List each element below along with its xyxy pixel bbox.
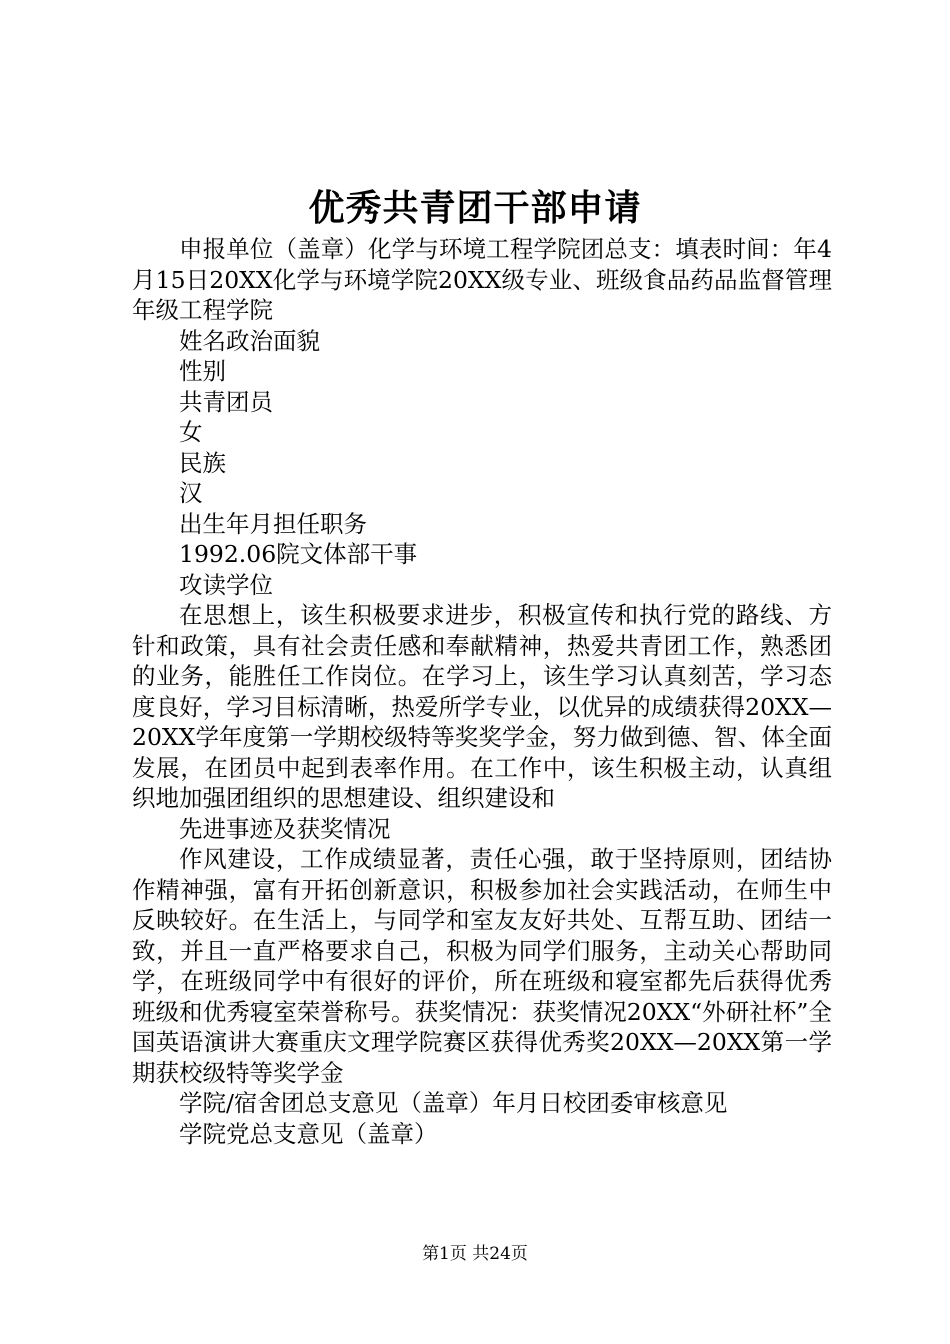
opinion-line-dorm-committee: 学院/宿舍团总支意见（盖章）年月日校团委审核意见 bbox=[179, 1089, 728, 1117]
field-ethnicity: 民族 bbox=[179, 448, 226, 477]
page-title: 优秀共青团干部申请 bbox=[308, 187, 642, 229]
document-body bbox=[132, 234, 832, 1149]
field-birth-position: 出生年月担任职务 bbox=[179, 509, 367, 538]
field-name-political-status: 姓名政治面貌 bbox=[179, 326, 320, 355]
field-birth-position-value: 1992.06院文体部干事 bbox=[179, 540, 418, 568]
paragraph-thought-study-work: 在思想上，该生积极要求进步，积极宣传和执行党的路线、方针和政策，具有社会责任感和奉献精神，热爱共青团工作，熟悉团的业务，能胜任工作岗位。在学习上，该生学习认真刻苦，学习态度良好，学习目标清晰，热爱所学专业，以优异的成绩获得20XX—20XX学年度第一学期校级特等奖奖学金，努力做到德、智、体全面发展，在团员中起到表率作用。在工作中，该生积极主动，认真组织地加强团组织的思想建设、组织建设和 bbox=[132, 601, 832, 812]
opinion-line-party-branch: 学院党总支意见（盖章） bbox=[179, 1119, 438, 1148]
field-ethnicity-value: 汉 bbox=[179, 479, 203, 507]
section-heading-achievements: 先进事迹及获奖情况 bbox=[179, 814, 391, 843]
field-degree: 攻读学位 bbox=[179, 570, 273, 599]
paragraph-achievements: 作风建设，工作成绩显著，责任心强，敢于坚持原则，团结协作精神强，富有开拓创新意识，积极参加社会实践活动，在师生中反映较好。在生活上，与同学和室友友好共处、互帮互助、团结一致，并且一直严格要求自己，积极为同学们服务，主动关心帮助同学，在班级同学中有很好的评价，所在班级和寝室都先后获得优秀班级和优秀寝室荣誉称号。获奖情况：获奖情况20XX“外研社杯”全国英语演讲大赛重庆文理学院赛区获得优秀奖20XX—20XX第一学期获校级特等奖学金 bbox=[132, 845, 832, 1087]
field-gender-value: 女 bbox=[179, 418, 203, 446]
field-gender: 性别 bbox=[179, 357, 226, 385]
page-number: 第1页 共24页 bbox=[422, 1244, 528, 1264]
header-paragraph: 申报单位（盖章）化学与环境工程学院团总支：填表时间：年4月15日20XX化学与环境学院20XX级专业、班级食品药品监督管理年级工程学院 bbox=[132, 235, 832, 324]
field-political-status-value: 共青团员 bbox=[179, 387, 273, 416]
